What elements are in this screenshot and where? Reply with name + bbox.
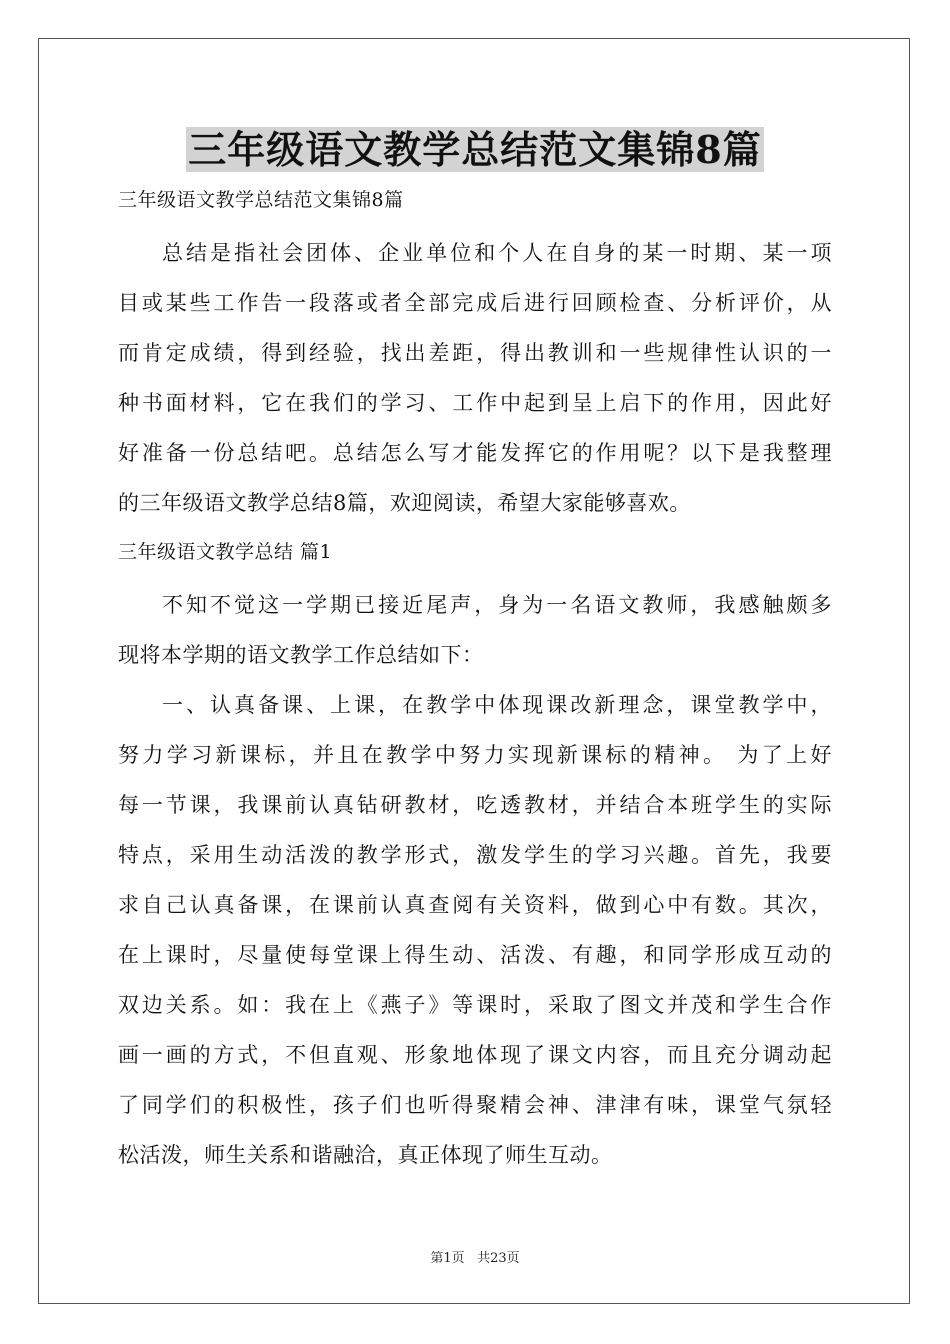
paragraph-line: 求自己认真备课，在课前认真查阅有关资料，做到心中有数。其次， xyxy=(118,893,832,917)
paragraph-1 xyxy=(118,580,832,680)
paragraph-line: 不知不觉这一学期已接近尾声，身为一名语文教师，我感触颇多 xyxy=(162,593,832,617)
paragraph-line: 特点，采用生动活泼的教学形式，激发学生的学习兴趣。首先，我要 xyxy=(118,843,832,867)
paragraph-line: 种书面材料，它在我们的学习、工作中起到呈上启下的作用，因此好 xyxy=(118,391,832,415)
paragraph-2 xyxy=(118,680,832,1180)
paragraph-line: 努力学习新课标，并且在教学中努力实现新课标的精神。 为了上好 xyxy=(118,743,832,767)
paragraph-line: 一、认真备课、上课，在教学中体现课改新理念，课堂教学中， xyxy=(162,693,832,717)
document-body xyxy=(118,180,832,1180)
page-total: 共23页 xyxy=(477,1251,520,1266)
paragraph-line: 松活泼，师生关系和谐融洽，真正体现了师生互动。 xyxy=(118,1143,613,1167)
paragraph-line: 双边关系。如：我在上《燕子》等课时，采取了图文并茂和学生合作 xyxy=(118,993,832,1017)
paragraph-line: 每一节课，我课前认真钻研教材，吃透教材，并结合本班学生的实际 xyxy=(118,793,832,817)
page-number: 第1页 xyxy=(430,1251,465,1266)
paragraph-line: 现将本学期的语文教学工作总结如下： xyxy=(118,643,484,667)
document-subtitle: 三年级语文教学总结范文集锦8篇 xyxy=(118,189,404,211)
document-title: 三年级语文教学总结范文集锦8篇 xyxy=(188,127,762,172)
paragraph-line: 好准备一份总结吧。总结怎么写才能发挥它的作用呢？以下是我整理 xyxy=(118,441,832,465)
paragraph-line: 画一画的方式，不但直观、形象地体现了课文内容，而且充分调动起 xyxy=(118,1043,832,1067)
paragraph-line: 而肯定成绩，得到经验，找出差距，得出教训和一些规律性认识的一 xyxy=(118,341,832,365)
paragraph-line: 在上课时，尽量使每堂课上得生动、活泼、有趣，和同学形成互动的 xyxy=(118,943,832,967)
intro-paragraph xyxy=(118,228,832,528)
page-footer xyxy=(0,1247,950,1266)
paragraph-line: 目或某些工作告一段落或者全部完成后进行回顾检查、分析评价，从 xyxy=(118,291,832,315)
paragraph-line: 总结是指社会团体、企业单位和个人在自身的某一时期、某一项 xyxy=(162,241,832,265)
section-heading: 三年级语文教学总结 篇1 xyxy=(118,541,333,563)
paragraph-line: 的三年级语文教学总结8篇，欢迎阅读，希望大家能够喜欢。 xyxy=(118,491,691,515)
paragraph-line: 了同学们的积极性，孩子们也听得聚精会神、津津有味，课堂气氛轻 xyxy=(118,1093,832,1117)
